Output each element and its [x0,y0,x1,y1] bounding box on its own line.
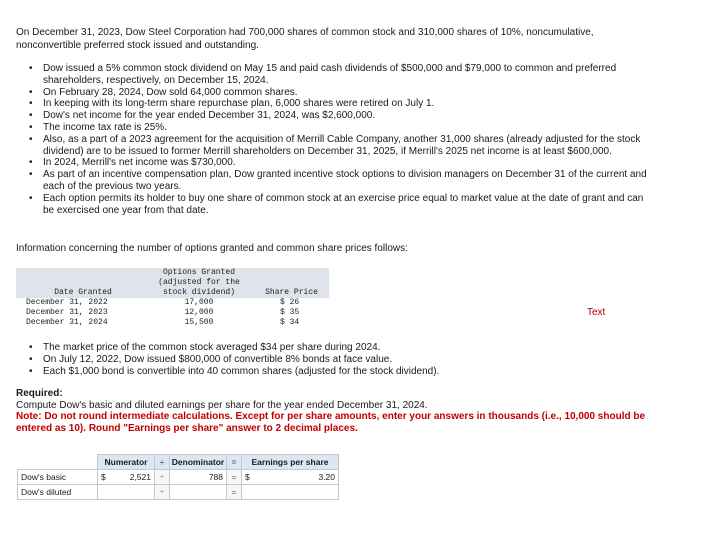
cell-date: December 31, 2023 [26,308,108,317]
cell-date: December 31, 2022 [26,298,108,307]
cell-price: $ 26 [280,298,300,307]
list-item: • Dow's net income for the year ended December 31, 2024, was $2,600,000. [43,110,655,122]
header-options-line3: stock dividend) [162,288,235,297]
numerator-input-diluted[interactable] [98,485,155,500]
list-item: • On February 28, 2024, Dow sold 64,000 common shares. [43,87,655,99]
divide-sign: ÷ [155,485,170,500]
cell-options: 15,500 [184,318,214,327]
options-table-header [16,268,329,298]
list-item: • Also, as a part of a 2023 agreement for the acquisition of Merrill Cable Company, another 31,000 shares (already adjusted for the stock dividend) are to be issued to former Merrill shareholders on December 31, 2025, if Merrill's 2025 net income is at least $600,000. [43,134,655,158]
table-row [16,308,329,318]
additional-facts-list [0,342,655,377]
header-divide: ÷ [155,455,170,470]
list-item: • On July 12, 2022, Dow issued $800,000 of convertible 8% bonds at face value. [43,354,655,366]
list-item: • Each $1,000 bond is convertible into 40 common shares (adjusted for the stock dividend). [43,366,655,378]
equals-sign: = [227,485,242,500]
cell-price: $ 34 [280,318,300,327]
required-note: Note: Do not round intermediate calculations. Except for per share amounts, enter your answers in thousands (i.e., 10,000 should be entered as 10). Round "Earnings per share" answer to 2 decimal places. [16,411,646,434]
divide-sign: ÷ [155,470,170,485]
cell-options: 17,000 [184,298,214,307]
list-item: • Each option permits its holder to buy one share of common stock at an exercise price equal to market value at the date of grant and can be exercised one year from that date. [43,193,655,217]
required-section [16,388,656,434]
header-options-granted [144,268,254,298]
list-item: • The income tax rate is 25%. [43,122,655,134]
header-options-line2: (adjusted for the [158,278,240,287]
row-label-basic: Dow's basic [18,470,98,485]
table-row [18,485,339,500]
cell-date: December 31, 2024 [26,318,108,327]
list-item: • Dow issued a 5% common stock dividend on May 15 and paid cash dividends of $500,000 and $79,000 to common and preferred shareholders, respectively, on December 15, 2024. [43,63,655,87]
eps-input-diluted[interactable] [242,485,339,500]
header-share-price: Share Price [254,268,329,298]
table-row [16,318,329,328]
list-item: • In keeping with its long-term share repurchase plan, 6,000 shares were retired on July 1. [43,98,655,110]
eps-value: 3.20 [318,472,335,482]
denominator-input-basic[interactable] [170,470,227,485]
intro-paragraph: On December 31, 2023, Dow Steel Corporation had 700,000 shares of common stock and 310,000 shares of 10%, noncumulative, nonconvertible preferred stock issued and outstanding. [16,27,594,51]
table-row [16,298,329,308]
dollar-sign: $ [245,472,250,482]
header-options-line1: Options Granted [162,268,235,277]
eps-table [17,454,339,500]
header-numerator: Numerator [98,455,155,470]
table-row [18,470,339,485]
denominator-value: 788 [208,472,223,482]
header-denominator: Denominator [170,455,227,470]
facts-list [0,63,655,216]
numerator-input-basic[interactable] [98,470,155,485]
header-blank [18,455,98,470]
required-heading: Required: [16,388,63,399]
eps-input-basic[interactable] [242,470,339,485]
header-eps: Earnings per share [242,455,339,470]
row-label-diluted: Dow's diluted [18,485,98,500]
side-text-label: Text [587,307,606,318]
numerator-value: 2,521 [129,472,151,482]
cell-options: 12,000 [184,308,214,317]
header-equals: = [227,455,242,470]
list-item: • In 2024, Merrill's net income was $730,000. [43,157,655,169]
cell-price: $ 35 [280,308,300,317]
dollar-sign: $ [101,472,106,482]
header-date-granted: Date Granted [16,268,144,298]
options-table [16,268,329,328]
equals-sign: = [227,470,242,485]
options-info-text: Information concerning the number of options granted and common share prices follows: [16,243,408,254]
eps-table-header [18,455,339,470]
required-text: Compute Dow's basic and diluted earnings per share for the year ended December 31, 2024. [16,399,428,411]
list-item: • The market price of the common stock averaged $34 per share during 2024. [43,342,655,354]
denominator-input-diluted[interactable] [170,485,227,500]
list-item: • As part of an incentive compensation plan, Dow granted incentive stock options to division managers on December 31 of the current and each of the previous two years. [43,169,655,193]
